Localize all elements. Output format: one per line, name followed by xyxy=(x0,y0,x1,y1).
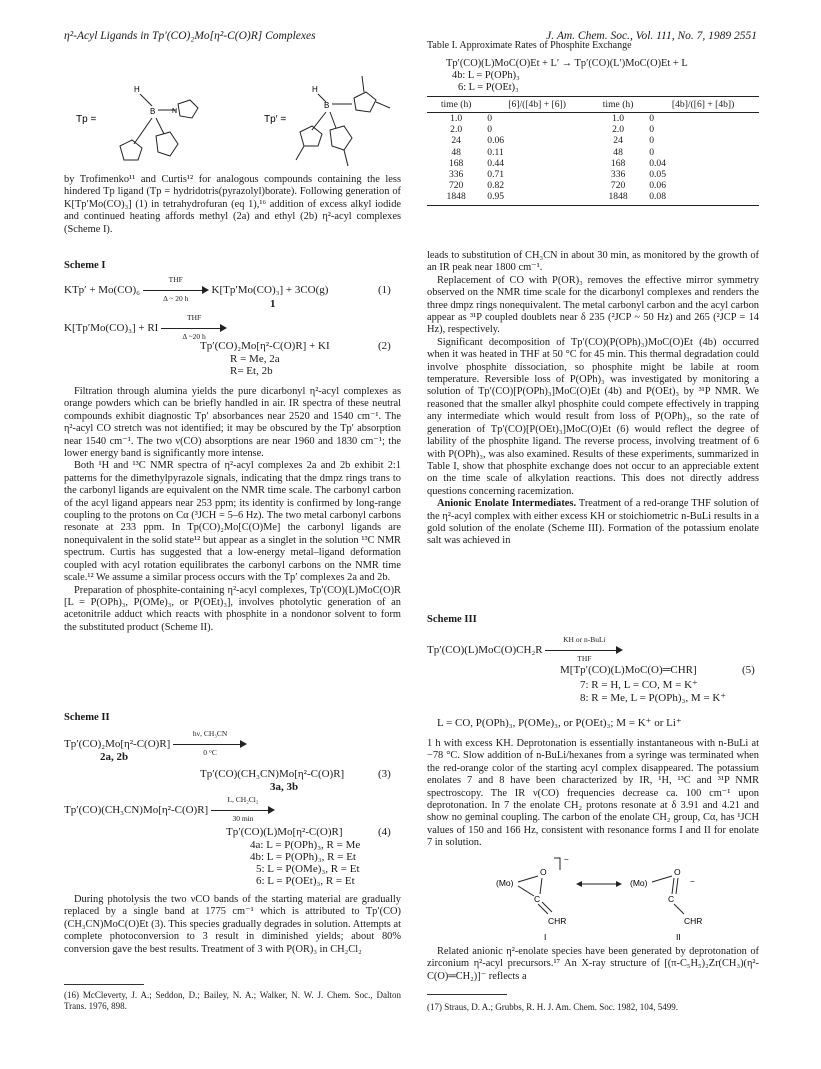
left-paragraph-5: During photolysis the two νCO bands of the starting material are gradually replaced by a single band at 1775 cm⁻¹ which is attributed to Tp′(CO)(CH₃CN)MoC(O)Et (3). This species gradually degrades in solution. Attempts at complete photoconversion to 3 result in diminished yields; about 80% conversion gave the best results. Treatment of 3 with P(OR)₃ in CH₂Cl₂ xyxy=(64,894,401,955)
eq2-arrow-below: Δ ~20 h xyxy=(182,332,206,342)
eq1-number: (1) xyxy=(378,284,391,296)
table-cell: 720 xyxy=(448,180,464,192)
table-1-legend-6: 6: L = P(OEt)₃ xyxy=(458,82,519,93)
table-row xyxy=(427,191,759,205)
table-cell: 48 xyxy=(451,146,461,158)
eq4-arrow xyxy=(211,795,275,824)
left-paragraph-1: by Trofimenko¹¹ and Curtis¹² for analogous compounds containing the less hindered Tp ligand (Tp = hydridotris(pyrazolyl)borate). Following generation of K[Tp′Mo(CO)₃] (1) in tetrahydrofuran (eq 1),¹⁶ addition of excess alkyl iodide and continued heating affords methyl (2a) and ethyl (2b) η²-acyl complexes (Scheme I). xyxy=(64,174,401,235)
running-header-title: η²-Acyl Ligands in Tp′(CO)₂Mo[η²-C(O)R] Complexes xyxy=(64,30,316,42)
left-paragraph-2: Filtration through alumina yields the pure dicarbonyl η²-acyl complexes as orange powders which can be briefly handled in air. IR spectra of these neutral compounds exhibit diagnostic Tp′ absorbances near 2520 and 1540 cm⁻¹. The η²-acyl CO stretch was not identified; it may be obscured by the Tp′ absorption near 1540 cm⁻¹. The two ν(CO) absorptions are near 1960 and 1830 cm⁻¹; the lower energy band is significantly more intense. xyxy=(64,386,401,460)
table-row xyxy=(427,180,759,191)
table-1-title: Table I. Approximate Rates of Phosphite Exchange xyxy=(427,40,632,51)
table-1 xyxy=(427,96,759,206)
section-heading-anionic-enolate: Anionic Enolate Intermediates. xyxy=(437,498,577,510)
eq5-arrow-above: KH or n-BuLi xyxy=(563,635,606,645)
footnote-17: (17) Straus, D. A.; Grubbs, R. H. J. Am. Chem. Soc. 1982, 104, 5499. xyxy=(427,1002,679,1012)
table-row xyxy=(427,147,759,158)
eq2-right: Tp′(CO)₂Mo[η²-C(O)R] + KI xyxy=(200,340,330,352)
scheme-2-title: Scheme II xyxy=(64,712,110,723)
right-paragraph-5: 1 h with excess KH. Deprotonation is essentially instantaneous with n-BuLi at −78 °C. Slow addition of n-BuLi/hexanes from a syringe was terminated when the red-orange color of the starting acyl complex disappeared. The potassium enolates 7 and 8 have been characterized by IR, ¹H, ¹³C and ³¹P NMR spectroscopy. The IR ν(CO) frequencies decrease ca. 100 cm⁻¹ upon deprotonation. In 7 the enolate CH₂ protons resonate at δ 3.91 and 4.21 and show no geminal coupling. The carbon of the enolate CH₂ group, Cα, has ¹JCH values of 150 and 166 Hz, consistent with resonance forms I and II for enolate 7 in solution. xyxy=(427,738,759,849)
right-paragraph-3: Significant decomposition of Tp′(CO)(P(OPh)₃)MoC(O)Et (4b) occurred when it was heated in THF at 50 °C for 45 min. This thermal degradation could involve phosphite dissociation, so phosphite might be labile at room temperature. Reversible loss of P(OPh)₃ was investigated by monitoring a solution of Tp′(CO)[P(OPh)₃]MoC(O)Et (4b) and P(OEt)₃ by ³¹P NMR. We reasoned that the smaller alkyl phosphite could compete effectively in trapping any intermediate which would result from loss of P(OPh)₃, so the rate of generation of Tp′(CO)[P(OEt)₃]MoC(O)Et (6) would reflect the degree of lability of the phosphite ligand. The reverse process, involving treatment of 6 with P(OPh)₃, was also examined. Results of these experiments, summarized in Table I, show that phosphite exchange does not occur to an appreciable extent on the time scale of alkylation reactions. This does not directly address questions concerning racemization. xyxy=(427,336,759,497)
scheme-3-l-m-definition: L = CO, P(OPh)₃, P(OMe)₃, or P(OEt)₃; M = K⁺ or Li⁺ xyxy=(437,717,682,729)
eq5-arrow xyxy=(545,635,623,664)
resonance-form-I xyxy=(496,855,569,942)
table-header-time-2: time (h) xyxy=(589,97,647,113)
table-cell: 0.08 xyxy=(647,191,759,205)
tp-ligand-structures xyxy=(64,62,394,172)
res-charge-minus: − xyxy=(564,855,569,864)
eq2-left: K[Tp′Mo(CO)₃] + RI xyxy=(64,322,159,334)
res-II-chr: CHR xyxy=(684,916,703,926)
resonance-form-II xyxy=(630,867,702,942)
eq4-right: Tp′(CO)(L)Mo[η²-C(O)R] xyxy=(226,826,343,838)
eq4-arrow-below: 30 min xyxy=(232,814,254,824)
table-cell: 0.04 xyxy=(649,157,667,169)
eq3-arrow-below: 0 °C xyxy=(203,748,217,758)
eq1-arrow-below: Δ ~ 20 h xyxy=(163,294,189,304)
right-paragraph-2: Replacement of CO with P(OR)₃ removes the effective mirror symmetry observed on the NMR time scale for the dicarbonyl complexes and renders the three dmpz rings nonequivalent. The metal carbonyl carbon and the acyl carbon appear as ³¹P coupled doublets near δ 235 (²JCP ~ 50 Hz) and 265 (²JCP = 14 Hz), respectively. xyxy=(427,274,759,336)
eq5-legend-8: 8: R = Me, L = P(OPh)₃, M = K⁺ xyxy=(580,692,727,704)
table-cell: 0 xyxy=(649,146,655,158)
res-I-label: I xyxy=(544,932,547,942)
eq3-left: Tp′(CO)₂Mo[η²-C(O)R] xyxy=(64,738,171,750)
res-I-mo: (Mo) xyxy=(496,878,514,888)
tp-prime-structure xyxy=(264,76,390,166)
table-header-ratio-4b: [4b]/([6] + [4b]) xyxy=(647,97,759,113)
table-row xyxy=(427,158,759,169)
tp-label: Tp = xyxy=(76,114,97,125)
eq5-right: M[Tp′(CO)(L)MoC(O)═CHR] xyxy=(560,664,697,676)
res-II-mo: (Mo) xyxy=(630,878,648,888)
table-cell: 1848 xyxy=(427,191,485,205)
right-paragraph-4: Treatment of a red-orange THF solution of the η²-acyl complex with either excess KH or stoichiometric n-BuLi results in a gold solution of the enolate (Scheme III). Formation of the potassium enolate salt was achieved in xyxy=(427,498,760,547)
eq3-left-labels: 2a, 2b xyxy=(100,751,129,763)
eq1-arrow xyxy=(143,275,209,304)
table-header-time-1: time (h) xyxy=(427,97,485,113)
table-cell: 168 xyxy=(610,157,626,169)
table-cell: 2.0 xyxy=(612,124,625,136)
table-cell: 1848 xyxy=(589,191,647,205)
eq3-right: Tp′(CO)(CH₃CN)Mo[η²-C(O)R] xyxy=(200,768,345,780)
table-cell: 0 xyxy=(649,124,655,136)
tp-prime-label: Tp′ = xyxy=(264,114,287,125)
eq2-r-line-2: R= Et, 2b xyxy=(230,365,273,377)
table-cell: 336 xyxy=(610,169,626,181)
table-header-ratio-6: [6]/([4b] + [6]) xyxy=(485,97,589,113)
eq4-legend-5: 5: L = P(OMe)₃, R = Et xyxy=(256,863,360,875)
eq2-r-line-1: R = Me, 2a xyxy=(230,353,280,365)
res-II-o: O xyxy=(674,867,681,877)
scheme-3-title: Scheme III xyxy=(427,614,477,625)
eq3-arrow-above: hν, CH₃CN xyxy=(192,729,228,739)
eq2-arrow xyxy=(161,313,227,342)
eq4-left: Tp′(CO)(CH₃CN)Mo[η²-C(O)R] xyxy=(64,804,209,816)
eq3-arrow xyxy=(173,729,247,758)
eq5-legend-7: 7: R = H, L = CO, M = K⁺ xyxy=(580,679,698,691)
tp-h-atom: H xyxy=(134,85,140,94)
left-paragraph-4: Preparation of phosphite-containing η²-acyl complexes, Tp′(CO)(L)MoC(O)R [L = P(OPh)₃, P(OMe)₃, or P(OEt)₃], involves photolytic generation of an acetonitrile adduct which reacts with phosphite in a nondonor solvent to form the substituted product (Scheme II). xyxy=(64,584,401,633)
eq4-legend-6: 6: L = P(OEt)₃, R = Et xyxy=(256,875,355,887)
resonance-arrow xyxy=(576,881,622,887)
eq1-compound-label: 1 xyxy=(270,298,276,310)
table-cell: 720 xyxy=(610,180,626,192)
table-cell: 2.0 xyxy=(450,124,463,136)
table-cell: 336 xyxy=(448,169,464,181)
res-I-chr: CHR xyxy=(548,916,567,926)
table-cell: 0.06 xyxy=(487,135,505,147)
tpp-b-atom: B xyxy=(324,101,330,110)
enolate-resonance-structures xyxy=(480,852,720,944)
tp-structure xyxy=(76,85,198,160)
eq1-arrow-above: THF xyxy=(168,275,183,285)
right-footnote-rule xyxy=(427,994,507,995)
right-paragraph-6: Related anionic η²-enolate species have been generated by deprotonation of zirconium η²-acyl precursors.¹⁷ An X-ray structure of [(π-C₅H₅)₂Zr(CH₃)(η²-C(O)═CH₂)]⁻ reflects a xyxy=(427,946,759,982)
table-cell: 0.06 xyxy=(649,180,667,192)
res-II-c: C xyxy=(668,894,675,904)
table-1-legend-4b: 4b: L = P(OPh)₃ xyxy=(452,70,520,81)
table-cell: 0.44 xyxy=(487,157,505,169)
scheme-1-title: Scheme I xyxy=(64,260,106,271)
table-cell: 0 xyxy=(649,113,655,124)
left-footnote-rule xyxy=(64,984,144,985)
res-charge-minus-2: − xyxy=(690,877,695,886)
eq2-arrow-above: THF xyxy=(186,313,202,323)
table-cell: 1.0 xyxy=(612,113,625,124)
tp-b-atom: B xyxy=(150,107,156,116)
table-cell: 0 xyxy=(649,135,655,147)
table-cell: 0.05 xyxy=(649,169,667,181)
eq5-left: Tp′(CO)(L)MoC(O)CH₂R xyxy=(427,644,543,656)
res-I-o: O xyxy=(540,867,547,877)
table-cell: 24 xyxy=(451,135,461,147)
table-row xyxy=(427,124,759,135)
table-cell: 0.11 xyxy=(487,146,504,158)
table-cell: 0.82 xyxy=(487,180,505,192)
table-cell: 0.71 xyxy=(487,169,505,181)
tp-n-atom-1: N xyxy=(172,108,178,115)
table-row xyxy=(427,169,759,180)
table-cell: 24 xyxy=(613,135,623,147)
running-header-journal: J. Am. Chem. Soc., Vol. 111, No. 7, 1989 2551 xyxy=(546,30,757,42)
table-cell: 0 xyxy=(487,113,493,124)
eq5-number: (5) xyxy=(742,664,755,676)
right-paragraph-1: leads to substitution of CH₃CN in about 30 min, as monitored by the growth of an IR peak near 1800 cm⁻¹. xyxy=(427,250,759,274)
eq5-arrow-below: THF xyxy=(577,654,592,664)
eq1-left: KTp′ + Mo(CO)₆ xyxy=(64,284,140,296)
res-I-c: C xyxy=(534,894,541,904)
eq4-number: (4) xyxy=(378,826,391,838)
table-cell: 48 xyxy=(613,146,623,158)
eq4-legend-4b: 4b: L = P(OPh)₃, R = Et xyxy=(250,851,356,863)
footnote-16: (16) McCleverty, J. A.; Seddon, D.; Bailey, N. A.; Walker, N. W. J. Chem. Soc., Dalton Trans. 1976, 898. xyxy=(64,990,401,1011)
table-cell: 1.0 xyxy=(450,113,463,124)
eq1-right: K[Tp′Mo(CO)₃] + 3CO(g) xyxy=(211,284,329,296)
table-1-equation: Tp′(CO)(L)MoC(O)Et + L′ → Tp′(CO)(L′)MoC(O)Et + L xyxy=(446,58,688,69)
eq2-number: (2) xyxy=(378,340,391,352)
eq3-compound-labels: 3a, 3b xyxy=(270,781,299,793)
left-paragraph-3: Both ¹H and ¹³C NMR spectra of η²-acyl complexes 2a and 2b exhibit 2:1 patterns for the dimethylpyrazole signals, indicating that the dmpz rings trans to the carbonyl ligands are equivalent on the NMR time scale. The carbonyl carbon of the acyl ligand appears near 253 ppm; its identity is confirmed by long-range coupling to the protons on Cα (³JCH = 5–6 Hz). The two metal carbonyl carbons resonate at 233 ppm. In Tp(CO)₂Mo[C(O)Me] the carbonyl ligands are nonequivalent in the solid state¹² but appear as a singlet in the solution ¹³C NMR spectrum. Curtis has suggested that a low-energy metal–ligand deformation coupled with acyl rotation equilibrates the carbonyl carbons on the NMR time scale.¹² We assume a similar process occurs with the Tp′ complexes 2a and 2b. xyxy=(64,460,401,584)
table-cell: 0.95 xyxy=(485,191,589,205)
table-row xyxy=(427,113,759,125)
table-cell: 0 xyxy=(487,124,493,136)
res-II-label: II xyxy=(676,932,681,942)
table-cell: 168 xyxy=(448,157,464,169)
eq3-number: (3) xyxy=(378,768,391,780)
tpp-h-atom: H xyxy=(312,85,318,94)
eq4-legend-4a: 4a: L = P(OPh)₃, R = Me xyxy=(250,839,361,851)
table-row xyxy=(427,135,759,146)
eq4-arrow-above: L, CH₂Cl₂ xyxy=(227,795,259,805)
